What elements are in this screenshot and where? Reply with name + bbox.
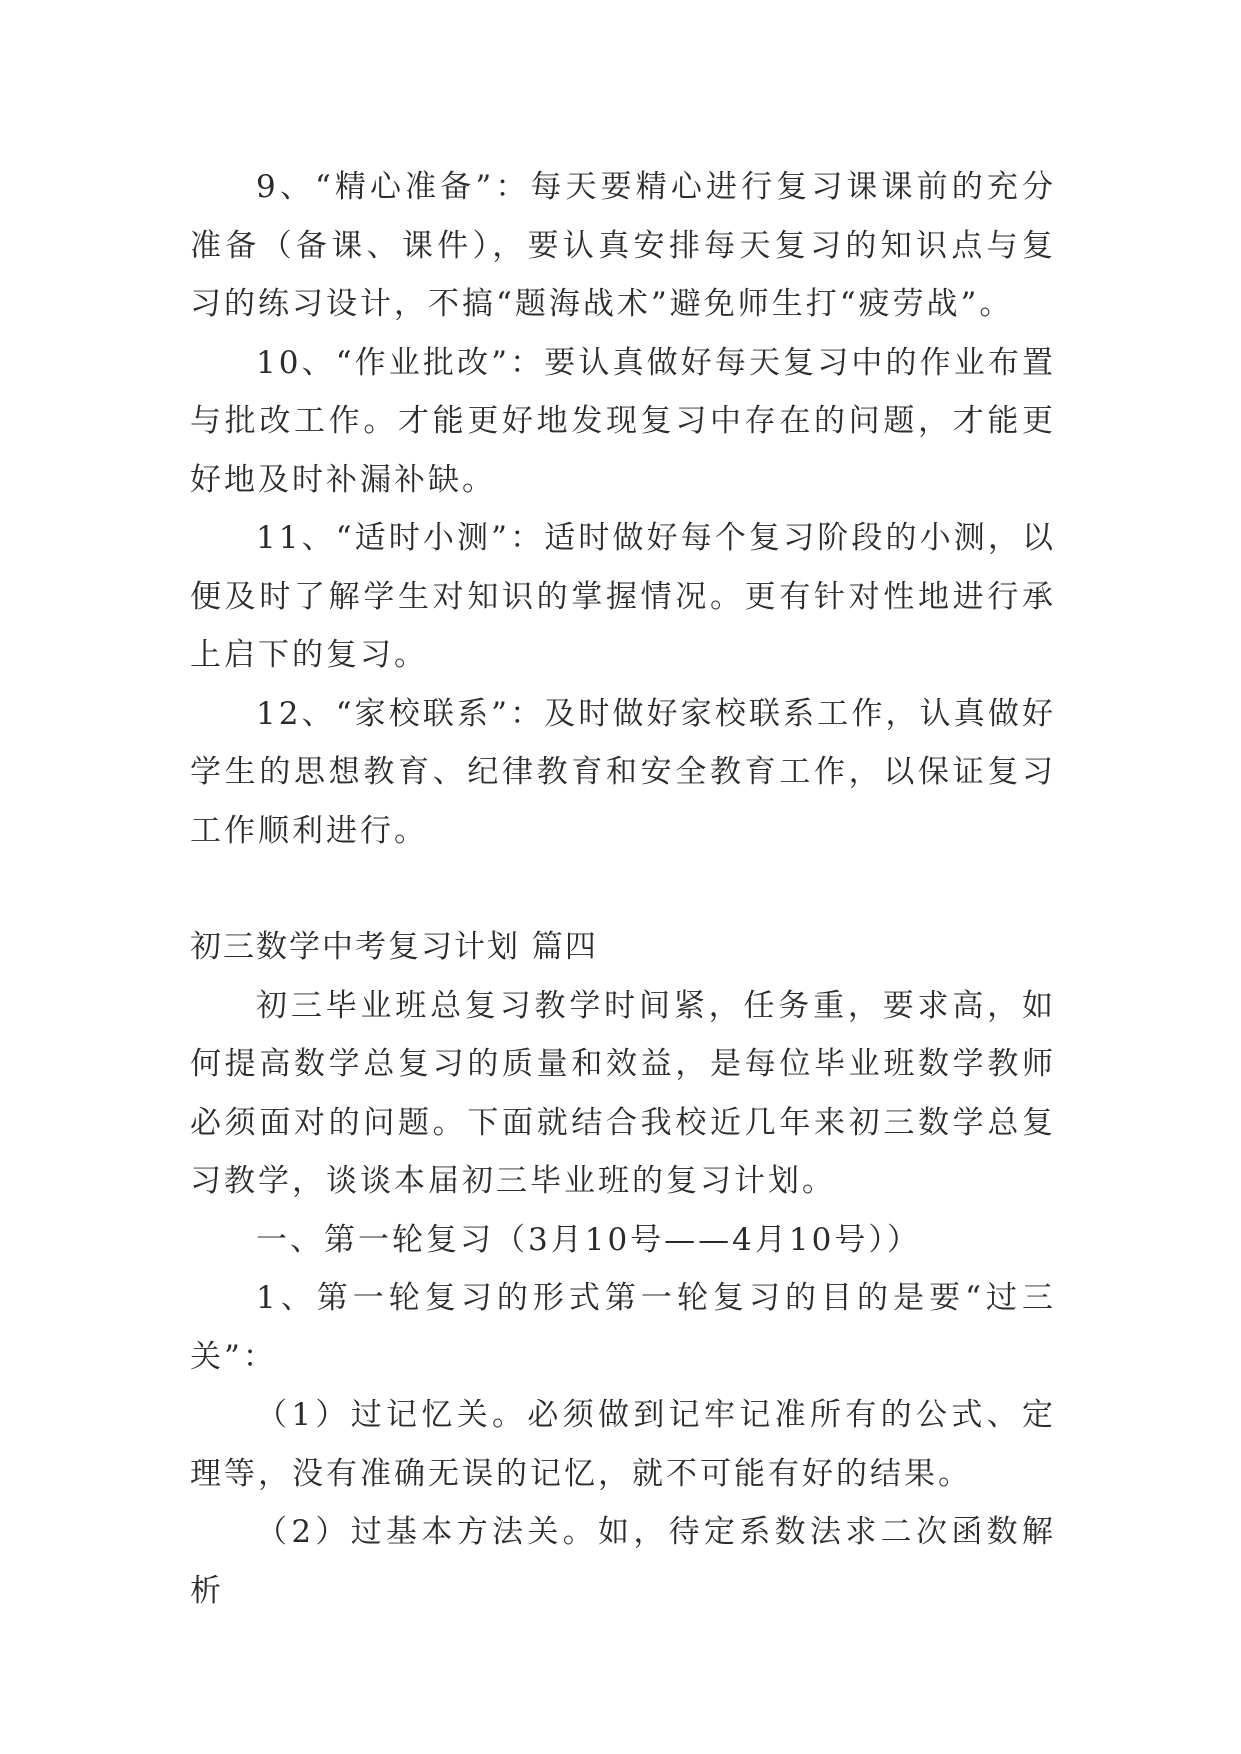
- paragraph-basic-method-pass: （2）过基本方法关。如，待定系数法求二次函数解析: [190, 1514, 1056, 1609]
- paragraph-item-9: 9、“精心准备”：每天要精心进行复习课课前的充分准备（备课、课件），要认真安排每天复习的知识点与复习的练习设计，不搞“题海战术”避免师生打“疲劳战”。: [190, 169, 1056, 322]
- paragraph-item-10: 10、“作业批改”：要认真做好每天复习中的作业布置与批改工作。才能更好地发现复习中存在的问题，才能更好地及时补漏补缺。: [190, 344, 1056, 498]
- paragraph-item-12: 12、“家校联系”：及时做好家校联系工作，认真做好学生的思想教育、纪律教育和安全教育工作，以保证复习工作顺利进行。: [190, 695, 1056, 849]
- paragraph-memory-pass: （1）过记忆关。必须做到记牢记准所有的公式、定理等，没有准确无误的记忆，就不可能有好的结果。: [190, 1397, 1056, 1492]
- paragraph-heading-first-round: 一、第一轮复习（3月10号——4月10号））: [256, 1221, 921, 1258]
- paragraph-item-11: 11、“适时小测”：适时做好每个复习阶段的小测，以便及时了解学生对知识的掌握情况。更有针对性地进行承上启下的复习。: [190, 520, 1056, 673]
- paragraph-first-round-form: 1、第一轮复习的形式第一轮复习的目的是要“过三关”：: [190, 1280, 1056, 1375]
- paragraph-intro: 初三毕业班总复习教学时间紧，任务重，要求高，如何提高数学总复习的质量和效益，是每位毕业班数学教师必须面对的问题。下面就结合我校近几年来初三数学总复习教学，谈谈本届初三毕业班的复习计划。: [190, 987, 1056, 1199]
- section-title: 初三数学中考复习计划 篇四: [190, 929, 598, 965]
- document-body: [190, 158, 1056, 1620]
